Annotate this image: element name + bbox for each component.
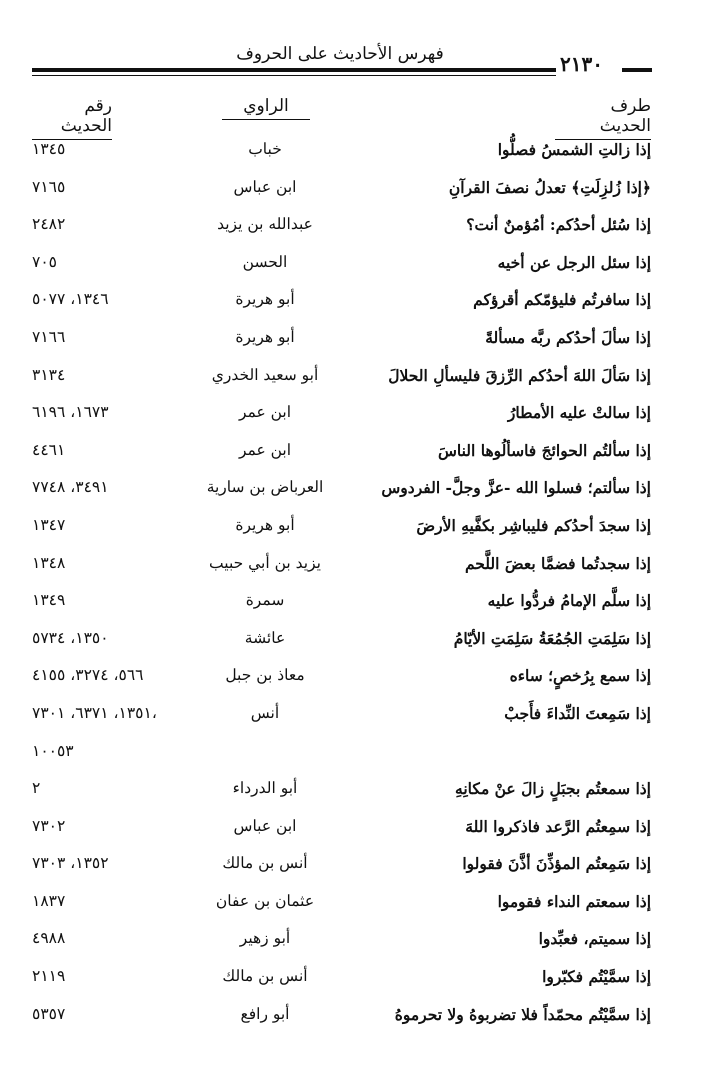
narrator: سمرة xyxy=(245,591,285,610)
narrator: أبو سعيد الخدري xyxy=(211,365,319,384)
narrator: أنس بن مالك xyxy=(222,967,308,986)
table-row xyxy=(0,209,703,247)
table-row xyxy=(0,886,703,924)
narrator: أبو هريرة xyxy=(235,515,295,534)
hadith-number: ٤٤٦١ xyxy=(32,440,66,459)
hadith-number: ١٣٥٢، ٧٣٠٣ xyxy=(32,854,109,873)
hadith-text: إذا سَلِمَتِ الجُمُعَةُ سَلِمَتِ الأيّامُ xyxy=(453,628,651,648)
table-row xyxy=(0,999,703,1037)
hadith-number: ١٣٤٦، ٥٠٧٧ xyxy=(32,290,109,309)
narrator: عائشة xyxy=(244,628,286,647)
table-row xyxy=(0,848,703,886)
hadith-number: ١٣٤٧ xyxy=(32,515,66,534)
narrator: ابن عمر xyxy=(238,403,292,422)
hadith-text: إذا سالتْ عليه الأمطارُ xyxy=(507,403,651,423)
hadith-text: إذا زالتِ الشمسُ فصلُّوا xyxy=(497,140,651,159)
hadith-text: إذا سَمِعتُم المؤذِّنَ أذَّنَ فقولوا xyxy=(462,854,651,874)
narrator: أبو رافع xyxy=(240,1004,290,1023)
hadith-text: إذا سلَّم الإمامُ فردُّوا عليه xyxy=(487,591,651,611)
narrator: أبو زهير xyxy=(239,929,291,948)
hadith-text: إذا سألَ أحدُكم ربَّه مسألةً xyxy=(485,327,651,347)
hadith-text: إذا سمعتم النداء فقوموا xyxy=(497,891,651,911)
column-header-narrator: الراوي xyxy=(222,96,310,120)
hadith-number: ٧١٦٥ xyxy=(32,177,66,196)
table-row xyxy=(0,247,703,285)
hadith-number: ٧٠٥ xyxy=(32,252,57,271)
table-row xyxy=(0,435,703,473)
narrator: ابن عمر xyxy=(238,440,292,459)
table-row xyxy=(0,623,703,661)
hadith-number: ١٣٤٨ xyxy=(32,553,66,572)
table-row xyxy=(0,134,703,172)
index-table xyxy=(0,134,703,1036)
header-rule-right xyxy=(622,68,652,72)
table-row xyxy=(0,736,703,774)
hadith-text: إذا سميتم، فعبِّدوا xyxy=(538,929,651,949)
narrator: خباب xyxy=(248,140,282,158)
hadith-number: ١٨٣٧ xyxy=(32,891,66,910)
table-row xyxy=(0,284,703,322)
hadith-text: إذا سافرتُم فليؤمّكم أقرؤكم xyxy=(473,290,651,310)
running-header-title: فهرس الأحاديث على الحروف xyxy=(236,44,444,64)
hadith-number: ٤٩٨٨ xyxy=(32,929,66,948)
header-rule-thin xyxy=(32,75,556,76)
table-row xyxy=(0,472,703,510)
hadith-number: ١٣٥٠، ٥٧٣٤ xyxy=(32,628,109,647)
hadith-text: إذا سَمِعتَ النِّداءَ فأَجبْ xyxy=(504,703,651,723)
hadith-number: ٢١١٩ xyxy=(32,967,66,986)
hadith-text: إذا سجدتُما فضمَّا بعضَ اللَّحم xyxy=(464,553,651,573)
table-row xyxy=(0,397,703,435)
hadith-number: ٣٤٩١، ٧٧٤٨ xyxy=(32,478,109,497)
table-row xyxy=(0,660,703,698)
narrator: عثمان بن عفان xyxy=(215,891,315,910)
narrator: أبو هريرة xyxy=(235,327,295,346)
hadith-number: ٢ xyxy=(32,779,41,798)
narrator: ابن عباس xyxy=(233,816,297,835)
narrator: أبو الدرداء xyxy=(232,779,298,798)
table-row xyxy=(0,811,703,849)
hadith-text: إذا سمَّيْتُم محمّداً فلا تضربوهُ ولا تحرموهُ xyxy=(394,1004,651,1024)
narrator: ابن عباس xyxy=(233,177,297,196)
column-header-hadith: طرف الحديث xyxy=(555,96,651,140)
table-row xyxy=(0,322,703,360)
narrator: الحسن xyxy=(242,252,288,271)
narrator: يزيد بن أبي حبيب xyxy=(209,553,321,572)
hadith-number: ١٣٤٥ xyxy=(32,140,66,158)
hadith-number: ٥٦٦، ٣٢٧٤، ٤١٥٥ xyxy=(32,666,144,685)
hadith-text: ﴿إذا زُلزِلَتِ﴾ تعدلُ نصفَ القرآنِ xyxy=(448,177,651,197)
hadith-number: ٥٣٥٧ xyxy=(32,1004,66,1023)
page-number: ٢١٣٠ xyxy=(560,52,603,76)
hadith-text: إذا سمع بِرُخصٍ؛ ساءه xyxy=(509,666,651,686)
table-row xyxy=(0,585,703,623)
hadith-number: ١٣٥١، ٦٣٧١، ٧٣٠١، xyxy=(32,703,157,722)
hadith-text: إذا سمعتُم بجبَلٍ زالَ عنْ مكانِهِ xyxy=(455,779,651,799)
hadith-text: إذا سئل الرجل عن أخيه xyxy=(497,252,651,272)
table-row xyxy=(0,773,703,811)
hadith-text: إذا سَألَ اللهَ أحدُكم الرِّزقَ فليسألِ الحلالَ xyxy=(388,365,651,385)
narrator: أبو هريرة xyxy=(235,290,295,309)
table-row xyxy=(0,961,703,999)
narrator: عبدالله بن يزيد xyxy=(217,215,313,234)
hadith-text: إذا سمِعتُم الرَّعد فاذكروا اللهَ xyxy=(465,816,651,836)
hadith-number: ٧١٦٦ xyxy=(32,327,66,346)
hadith-number: ١٣٤٩ xyxy=(32,591,66,610)
hadith-number: ٧٣٠٢ xyxy=(32,816,66,835)
hadith-number: ١٦٧٣، ٦١٩٦ xyxy=(32,403,109,422)
hadith-number: ٢٤٨٢ xyxy=(32,215,66,234)
column-header-number: رقم الحديث xyxy=(32,96,112,140)
hadith-text: إذا سألتُم الحوائجَ فاسألُوها الناسَ xyxy=(437,440,651,460)
table-row xyxy=(0,698,703,736)
table-row xyxy=(0,548,703,586)
hadith-text: إذا سألتم؛ فسلوا الله -عزَّ وجلَّ- الفردوس xyxy=(381,478,651,498)
narrator: أنس بن مالك xyxy=(222,854,308,873)
narrator: أنس xyxy=(250,703,280,722)
table-row xyxy=(0,172,703,210)
narrator: معاذ بن جبل xyxy=(225,666,305,685)
table-row xyxy=(0,923,703,961)
table-row xyxy=(0,510,703,548)
hadith-text: إذا سُئل أحدُكم: أمُؤمنٌ أنت؟ xyxy=(466,215,651,235)
table-row xyxy=(0,360,703,398)
hadith-number: ٣١٣٤ xyxy=(32,365,66,384)
narrator: العرباض بن سارية xyxy=(206,478,324,497)
hadith-text: إذا سجدَ أحدُكم فليباشِر بكفَّيهِ الأرضَ xyxy=(416,515,651,535)
hadith-number: ١٠٠٥٣ xyxy=(32,741,74,760)
hadith-text: إذا سمَّيْتُم فكبّروا xyxy=(542,967,651,987)
header-rule-thick xyxy=(32,68,556,72)
